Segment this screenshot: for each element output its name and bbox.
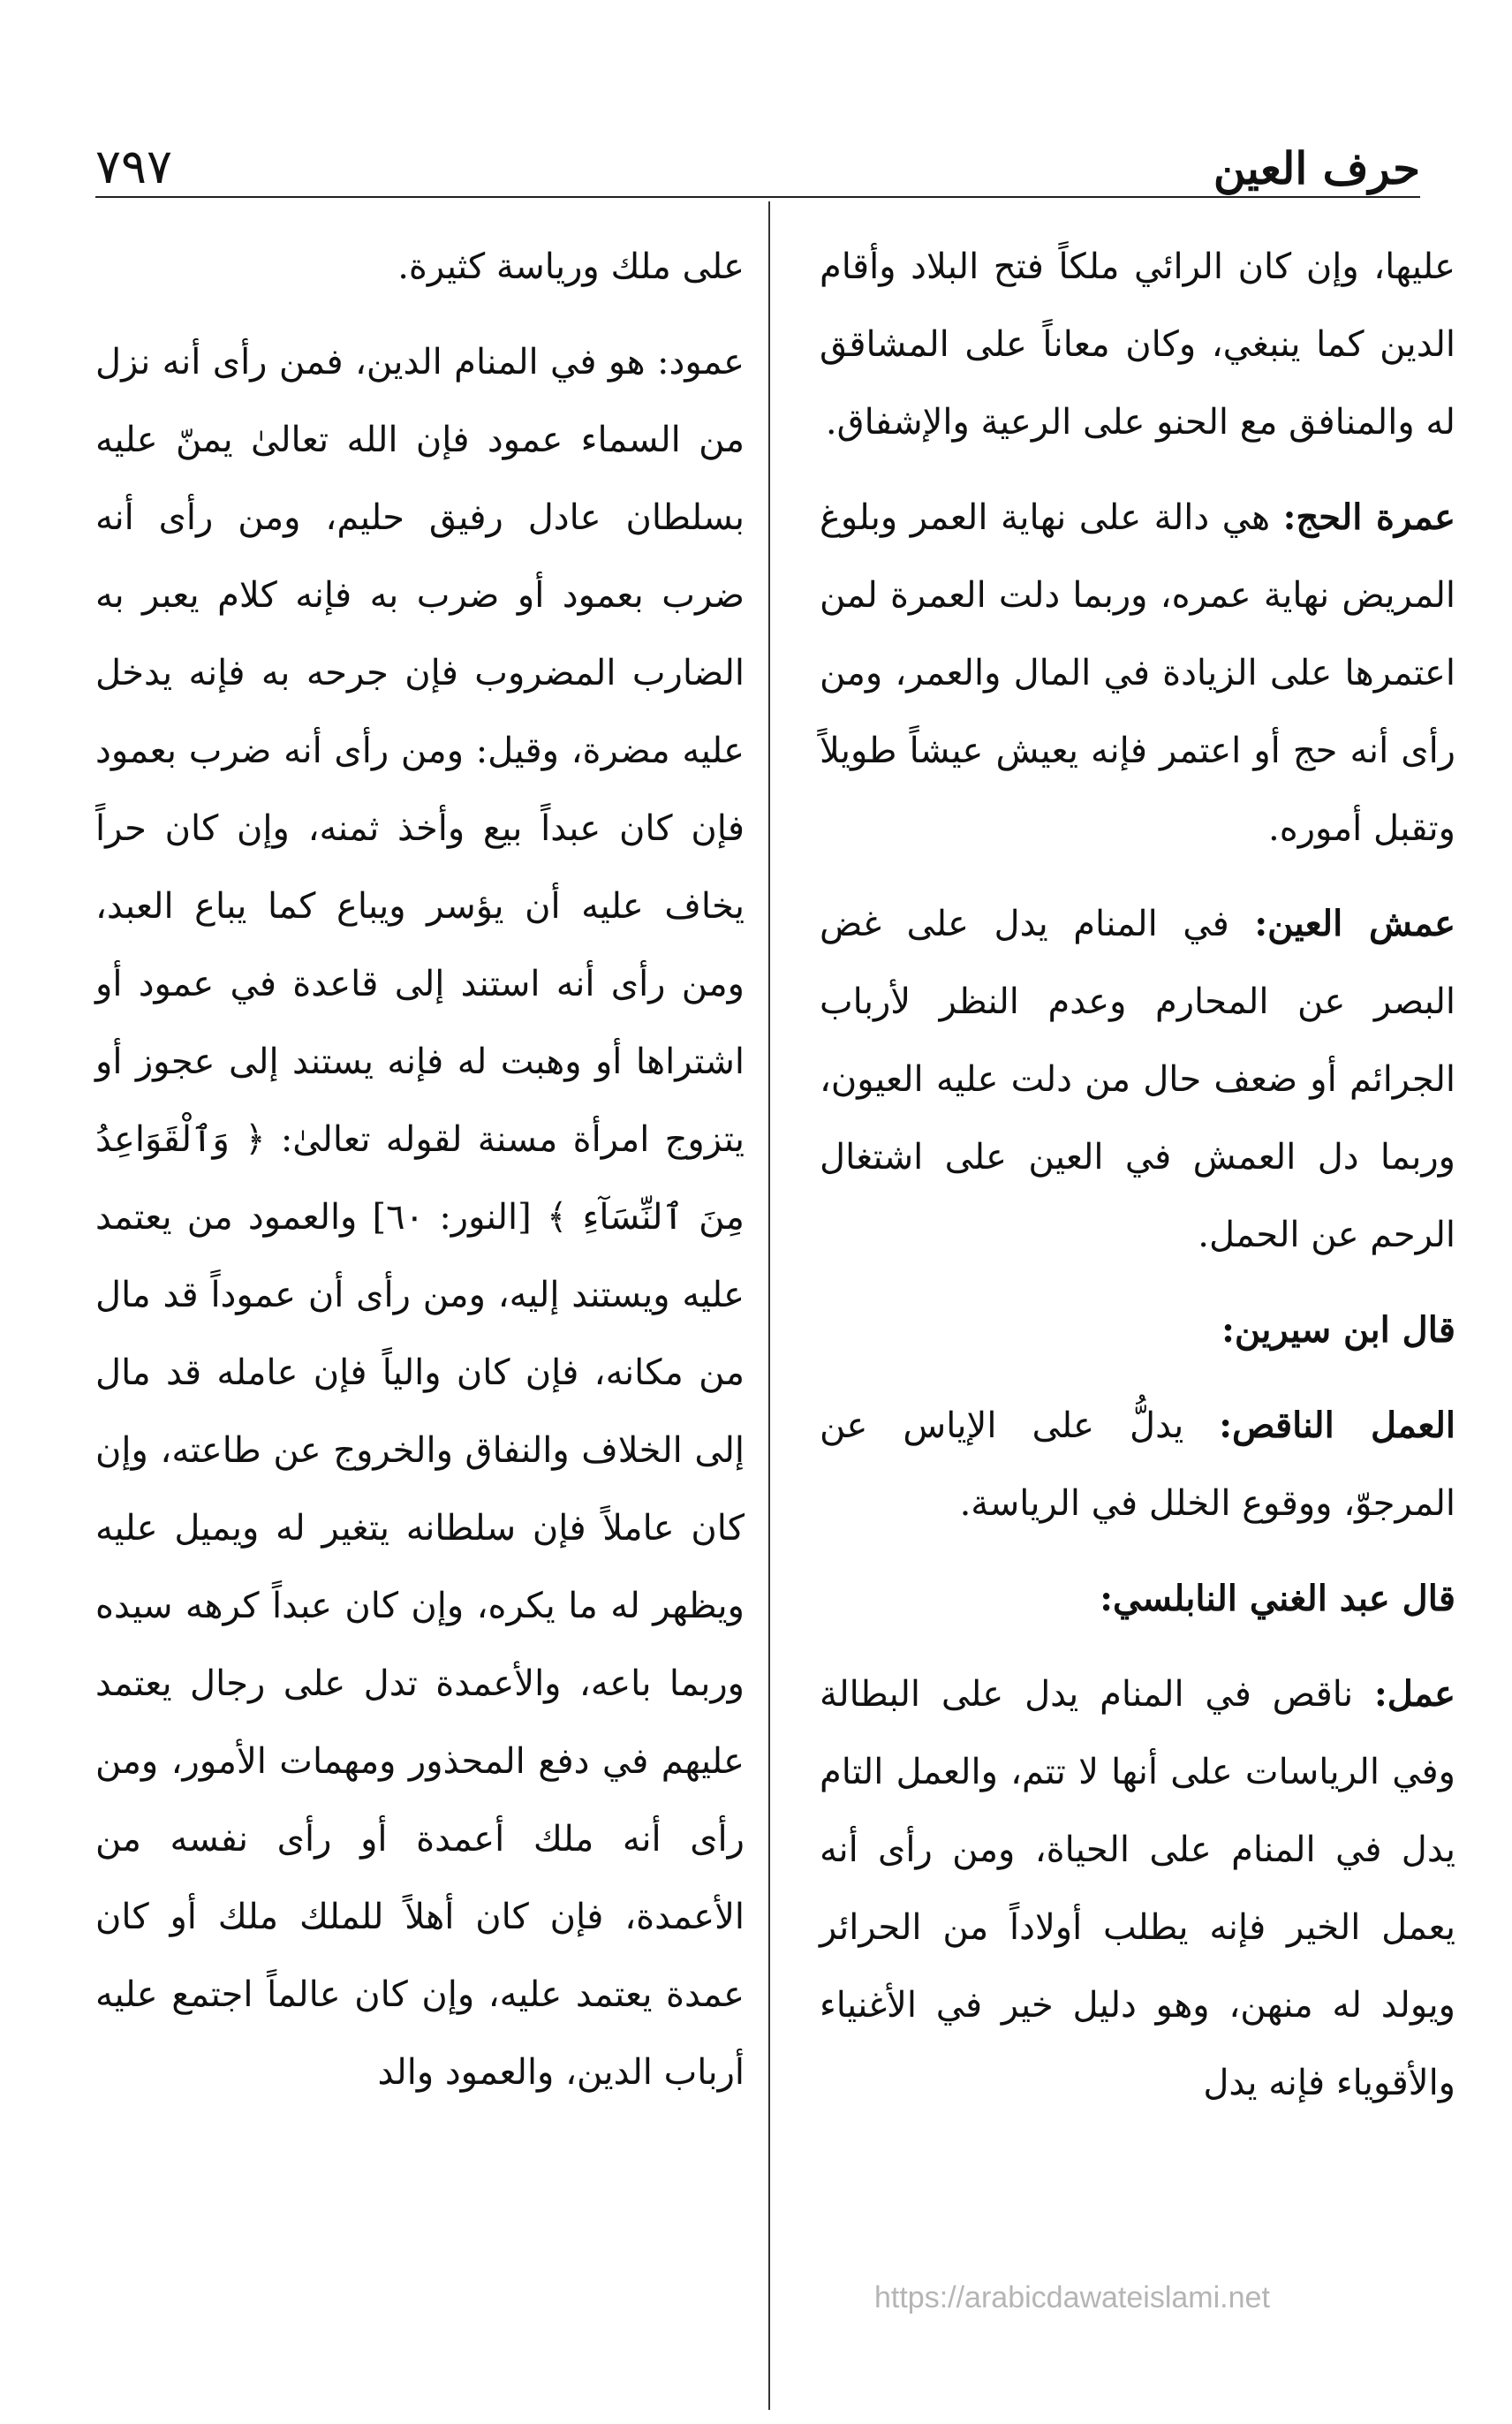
entry-amal [820, 1655, 1455, 2122]
paragraph-text: عليها، وإن كان الرائي ملكاً فتح البلاد وأقام الدين كما ينبغي، وكان معاناً على المشاقق له والمنافق مع الحنو على الرعية والإشفاق. [820, 246, 1455, 443]
left-column [95, 228, 745, 2129]
paragraph [95, 228, 745, 306]
entry-text: عمود: هو في المنام الدين، فمن رأى أنه نزل من السماء عمود فإن الله تعالىٰ يمنّ عليه بسلطان عادل رفيق حليم، ومن رأى أنه ضرب بعمود أو ضرب به فإنه كلام يعبر به الضارب المضروب فإن جرحه به فإنه يدخل عليه مضرة، وقيل: ومن رأى أنه ضرب بعمود فإن كان عبداً بيع وأخذ ثمنه، وإن كان حراً يخاف عليه أن يؤسر ويباع كما يباع العبد، ومن رأى أنه استند إلى قاعدة في عمود أو اشتراها أو وهبت له فإنه يستند إلى عجوز أو يتزوج امرأة مسنة لقوله تعالىٰ: [95, 342, 745, 1160]
quran-quote: ﴿ وَٱلْقَوَاعِدُ مِنَ ٱلنِّسَآءِ ﴾ [95, 1119, 745, 1238]
column-divider [768, 201, 770, 2410]
entry-amash-al-ayn [820, 885, 1455, 1274]
entry-amud [95, 323, 745, 2111]
page-number: ٧٩٧ [95, 139, 173, 194]
entry-term: عمل: [1373, 1673, 1455, 1715]
paragraph [820, 228, 1455, 461]
header-rule [95, 196, 1420, 198]
entry-text: هي دالة على نهاية العمر وبلوغ المريض نهاية عمره، وربما دلت العمرة لمن اعتمرها على الزيادة في المال والعمر، ومن رأى أنه حج أو اعتمر فإنه يعيش عيشاً طويلاً وتقبل أموره. [820, 497, 1455, 849]
entry-term: عمرة الحج: [1282, 496, 1455, 538]
entry-text: ناقص في المنام يدل على البطالة وفي الرياسات على أنها لا تتم، والعمل التام يدل في المنام على الحياة، ومن رأى أنه يعمل الخير فإنه يطلب أولاداً من الحرائر ويولد له منهن، وهو دليل خير في الأغنياء والأقوياء فإنه يدل [820, 1674, 1455, 2103]
right-column [820, 228, 1455, 2140]
entry-al-amal-al-naqis [820, 1387, 1455, 1542]
section-heading-ibn-sirin: قال ابن سيرين: [1221, 1309, 1455, 1351]
entry-term: عمش العين: [1254, 903, 1455, 944]
watermark-url: https://arabicdawateislami.net [874, 2281, 1270, 2314]
entry-term: العمل الناقص: [1219, 1405, 1455, 1446]
running-head: حرف العين [1213, 142, 1420, 194]
entry-text: [النور: ٦٠] والعمود من يعتمد عليه ويستند إليه، ومن رأى أن عموداً قد مال من مكانه، فإن كان والياً فإن عامله قد مال إلى الخلاف والنفاق والخروج عن طاعته، وإن كان عاملاً فإن سلطانه يتغير له ويميل عليه ويظهر له ما يكره، وإن كان عبداً كرهه سيده وربما باعه، والأعمدة تدل على رجال يعتمد عليهم في دفع المحذور ومهمات الأمور، ومن رأى أنه ملك أعمدة أو رأى نفسه من الأعمدة، فإن كان أهلاً للملك ملك أو كان عمدة يعتمد عليه، وإن كان عالماً اجتمع عليه أرباب الدين، والعمود والد [95, 1197, 745, 2093]
page-header [95, 115, 1420, 194]
paragraph-text: على ملك ورياسة كثيرة. [397, 246, 745, 287]
entry-umrat-al-hajj [820, 479, 1455, 867]
entry-text: في المنام يدل على غض البصر عن المحارم وعدم النظر لأرباب الجرائم أو ضعف حال من دلت عليه العيون، وربما دل العمش في العين على اشتغال الرحم عن الحمل. [820, 904, 1455, 1255]
entry-text: يدلُّ على الإياس عن المرجوّ، ووقوع الخلل في الرياسة. [820, 1405, 1455, 1524]
section-heading-nabulsi: قال عبد الغني النابلسي: [1100, 1578, 1455, 1619]
